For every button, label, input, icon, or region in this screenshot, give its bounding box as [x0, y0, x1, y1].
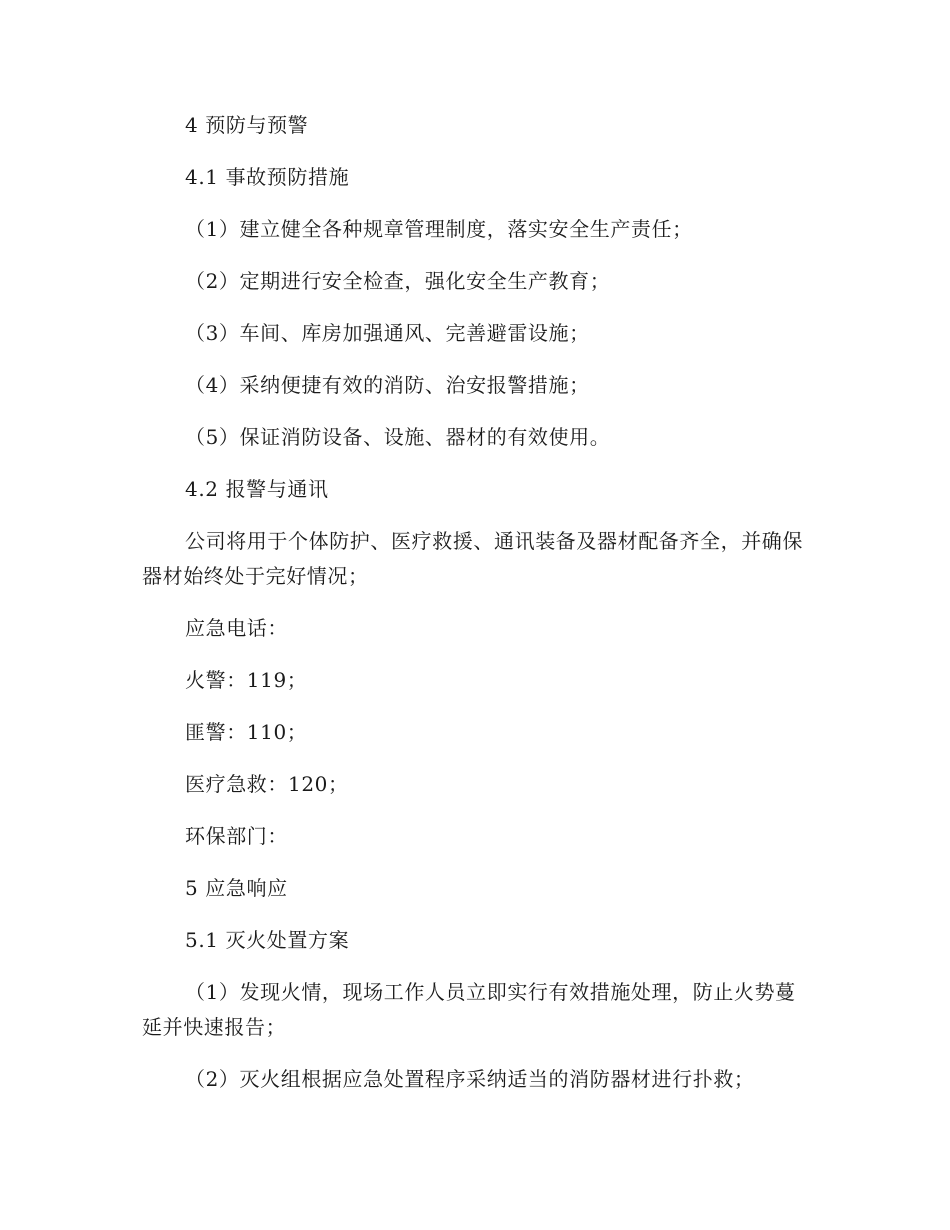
fire-step-2: （2）灭火组根据应急处置程序采纳适当的消防器材进行扑救； [185, 1067, 755, 1091]
police-phone: 匪警：110； [185, 720, 308, 744]
section-heading-4: 4 预防与预警 [185, 113, 309, 137]
environment-dept: 环保部门： [185, 824, 288, 848]
section-heading-4-2: 4.2 报警与通讯 [185, 477, 329, 501]
equipment-paragraph: 公司将用于个体防护、医疗救援、通讯装备及器材配备齐全，并确保器材始终处于完好情况； [142, 529, 803, 588]
emergency-phone-label: 应急电话： [185, 616, 288, 640]
measure-item-4: （4）采纳便捷有效的消防、治安报警措施； [185, 373, 590, 397]
fire-step-1: （1）发现火情，现场工作人员立即实行有效措施处理，防止火势蔓延并快速报告； [142, 980, 796, 1039]
measure-item-5: （5）保证消防设备、设施、器材的有效使用。 [185, 425, 611, 449]
measure-item-1: （1）建立健全各种规章管理制度，落实安全生产责任； [185, 217, 693, 241]
section-heading-5-1: 5.1 灭火处置方案 [185, 928, 350, 952]
medical-phone: 医疗急救：120； [185, 772, 349, 796]
measure-item-3: （3）车间、库房加强通风、完善避雷设施； [185, 321, 590, 345]
section-heading-5: 5 应急响应 [185, 876, 288, 900]
measure-item-2: （2）定期进行安全检查，强化安全生产教育； [185, 269, 611, 293]
section-heading-4-1: 4.1 事故预防措施 [185, 165, 350, 189]
fire-phone: 火警：119； [185, 668, 308, 692]
document-body [142, 108, 812, 1114]
